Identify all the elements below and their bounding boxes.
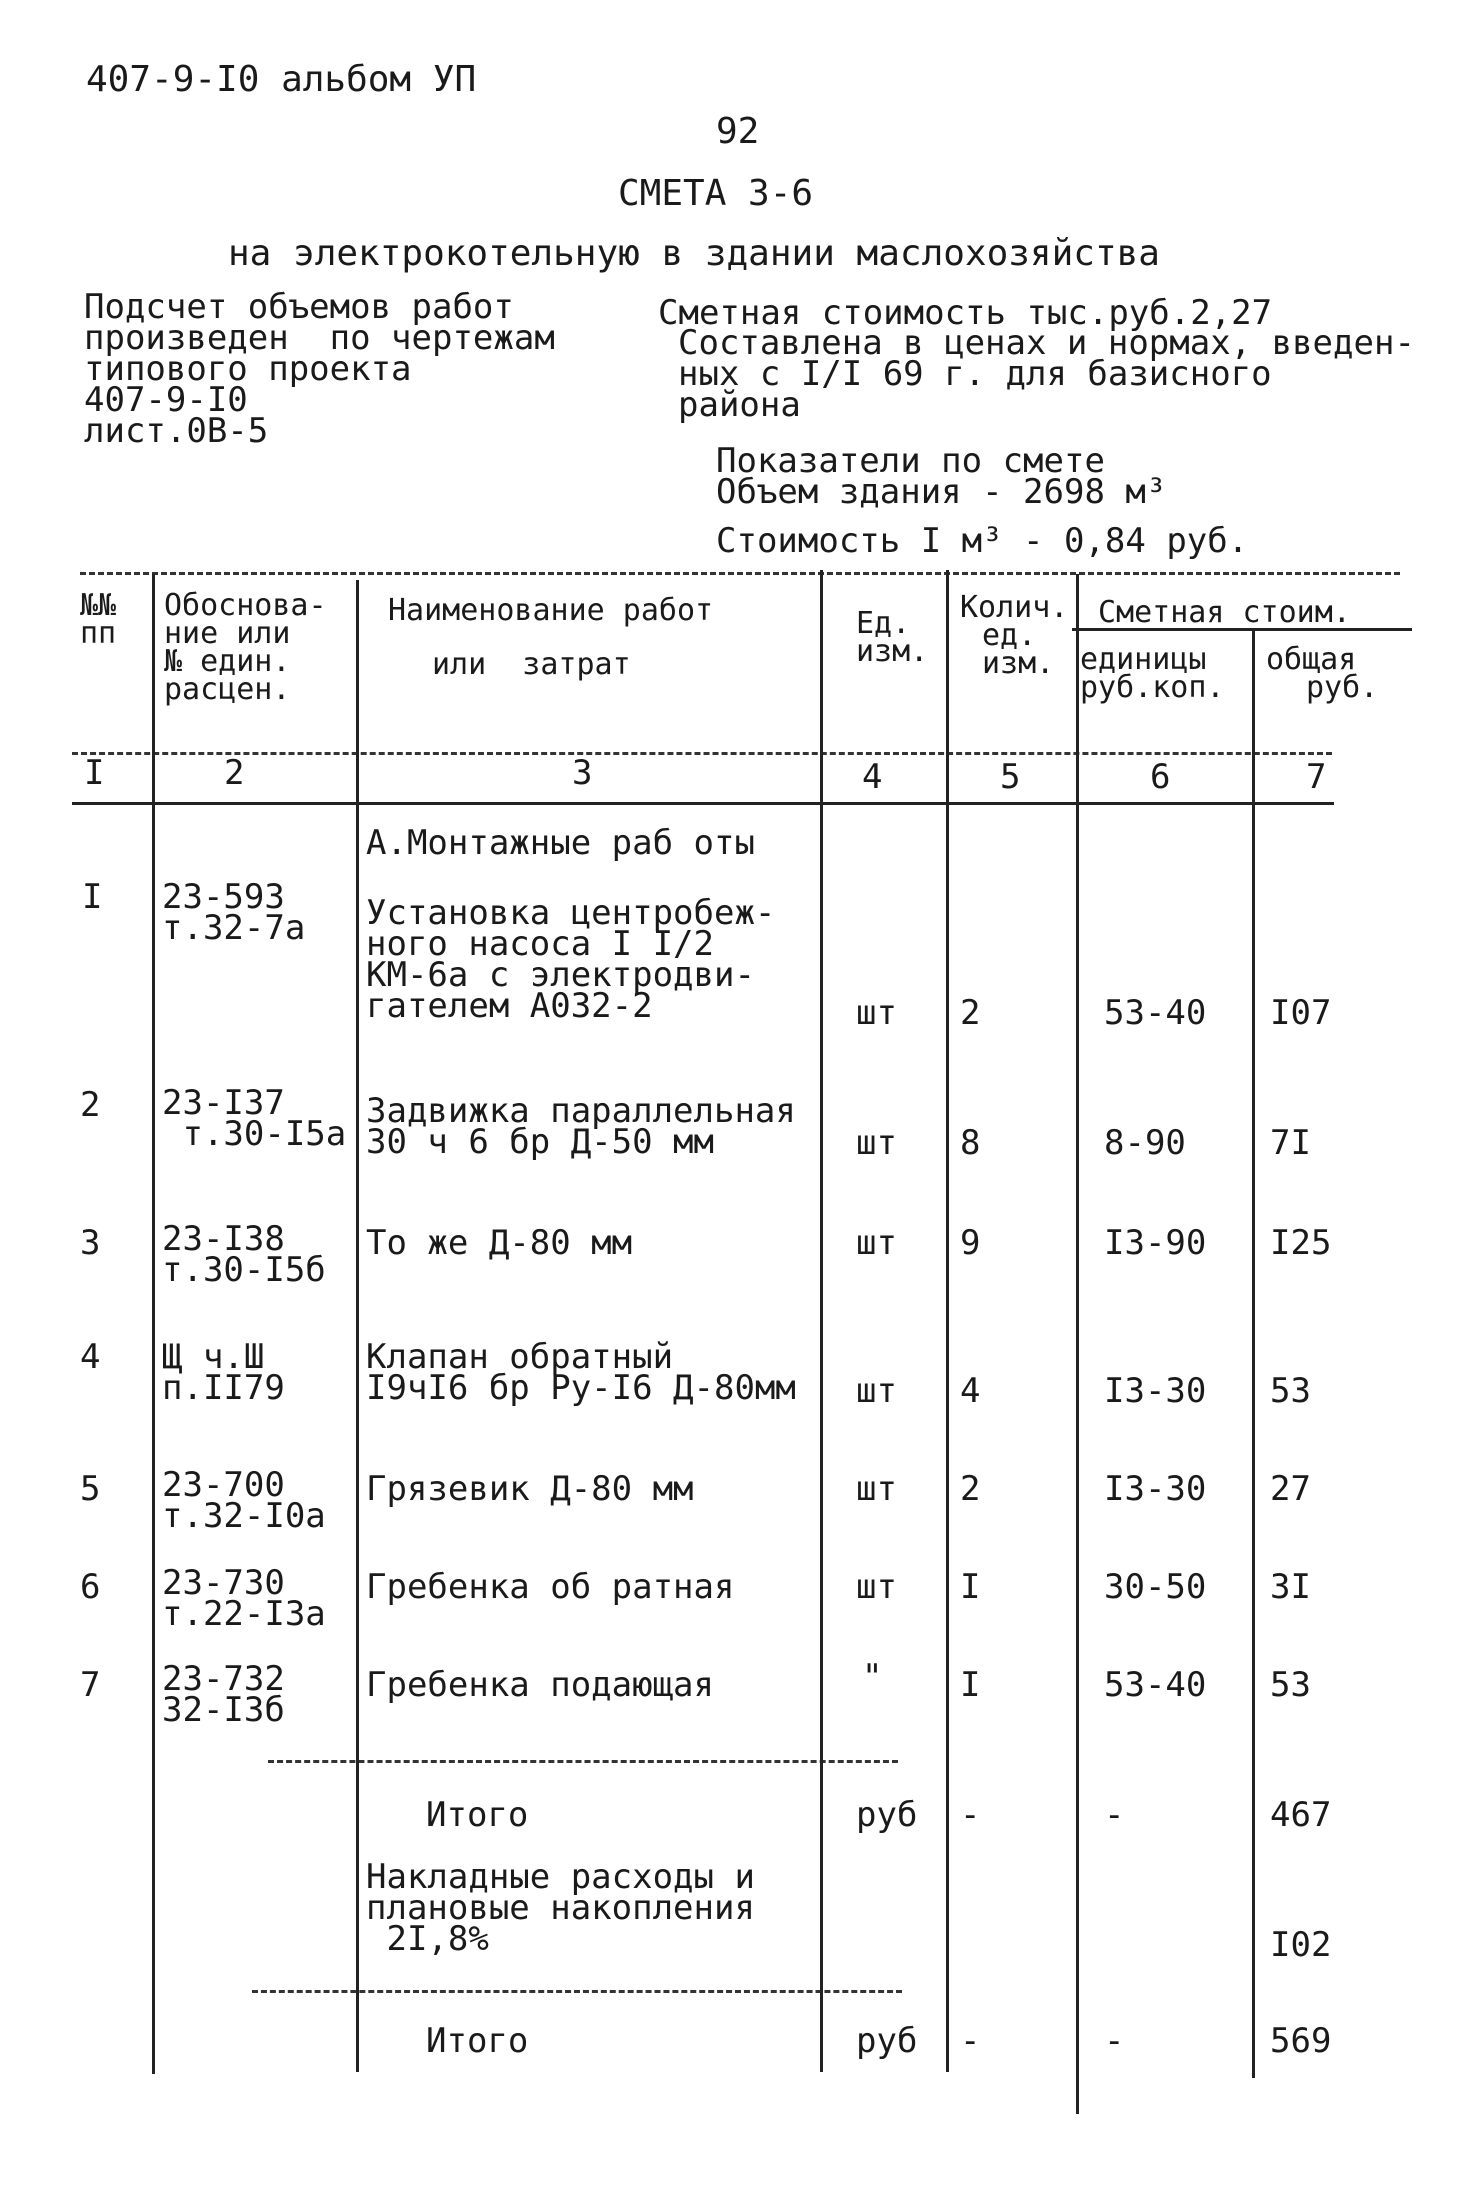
row-number: 7 [80,1665,101,1705]
total-unit: руб [856,2021,918,2061]
work-name-line: ного насоса I I/2 [366,924,714,964]
header-line: Колич. [960,590,1069,625]
row-total: 53 [1270,1665,1311,1705]
row-unit-price: 30-50 [1104,1567,1207,1607]
note-line: произведен по чертежам [84,318,555,358]
reference-line: 23-I38 [162,1219,285,1259]
overhead-total: I02 [1270,1925,1332,1965]
row-reference [162,1563,326,1634]
column-divider [820,570,823,2072]
estimate-indicators [716,441,1167,512]
row-total: 3I [1270,1567,1311,1607]
subtotal-label: Итого [426,1795,529,1835]
header-line: изм. [982,646,1055,681]
header-work-name: Наименование работ [388,593,714,628]
row-work-name [366,1091,796,1162]
header-line: единицы [1080,642,1207,677]
overhead-line: Накладные расходы и [366,1857,755,1897]
total-quantity: - [960,2021,981,2061]
row-total: I25 [1270,1223,1332,1263]
row-work-name: Грязевик Д-80 мм [366,1469,694,1509]
reference-line: 23-593 [162,877,285,917]
column-number: 2 [224,753,245,793]
header-line: руб.коп. [1080,670,1225,705]
row-unit-price: 53-40 [1104,1665,1207,1705]
total-rule [252,1990,902,1993]
row-work-name [366,893,776,1026]
subtotal-total: 467 [1270,1795,1332,1835]
header-unit-price [1080,642,1225,705]
header-line: общая [1266,642,1357,677]
work-name-line: Клапан обратный [366,1337,674,1377]
note-line: района [678,385,801,425]
row-quantity: I [960,1665,981,1705]
note-line: Составлена в ценах и нормах, введен- [678,323,1415,363]
estimated-cost: Сметная стоимость тыс.руб.2,27 [658,293,1273,333]
row-work-name: Гребенка подающая [366,1665,714,1705]
row-total: I07 [1270,993,1332,1033]
row-quantity: 2 [960,993,981,1033]
row-reference [162,1465,326,1536]
column-divider [152,574,155,2074]
work-name-line: Задвижка параллельная [366,1091,796,1131]
album-reference: 407-9-I0 альбом УП [86,59,477,100]
column-number: 4 [862,757,883,797]
row-unit: шт [856,1223,897,1263]
row-quantity: I [960,1567,981,1607]
row-unit-price: 8-90 [1104,1123,1186,1163]
reference-line: т.30-I5а [162,1114,347,1154]
subtotal-unit: руб [856,1795,918,1835]
header-line: ед. [982,618,1037,653]
reference-line: т.22-I3а [162,1594,326,1634]
header-row-number [80,588,117,651]
row-number: I [82,877,103,917]
row-quantity: 4 [960,1371,981,1411]
reference-line: 23-I37 [162,1083,285,1123]
unit-cost: Стоимость I м³ - 0,84 руб. [716,521,1249,561]
work-name-line: гателем А032-2 [366,986,653,1026]
header-line: изм. [856,634,929,669]
header-work-name: или затрат [432,647,631,682]
row-quantity: 2 [960,1469,981,1509]
header-quantity [960,590,1069,681]
total-amount: 569 [1270,2021,1332,2061]
column-number: 6 [1150,757,1171,797]
header-line: ние или [164,616,291,651]
note-line: лист.0В-5 [84,411,269,451]
column-divider [1076,574,1079,2114]
header-line: Обоснова- [164,588,327,623]
reference-line: 23-700 [162,1465,285,1505]
row-unit: шт [856,1371,897,1411]
subtotal-rule [268,1760,898,1763]
row-total: 7I [1270,1123,1311,1163]
note-line: 407-9-I0 [84,380,248,420]
overhead-line: 2I,8% [366,1919,489,1959]
work-name-line: КМ-6а с электродви- [366,955,755,995]
norms-note [678,323,1415,425]
note-line: Показатели по смете [716,441,1105,481]
header-line: пп [80,616,117,651]
document-title: СМЕТА 3-6 [618,173,814,214]
header-estimated-cost: Сметная стоим. [1098,595,1351,630]
header-total [1266,642,1379,705]
table-top-rule [80,572,1400,575]
page-number: 92 [716,111,760,152]
row-work-name: Гребенка об ратная [366,1567,735,1607]
reference-line: п.II79 [162,1368,285,1408]
reference-line: 23-730 [162,1563,285,1603]
overhead-label [366,1857,755,1959]
row-reference [162,1659,285,1730]
row-reference [162,1083,347,1154]
row-unit: шт [856,993,897,1033]
row-work-name [366,1337,796,1408]
header-line: №№ [80,588,117,623]
reference-line: 23-732 [162,1659,285,1699]
row-unit-price: I3-90 [1104,1223,1207,1263]
column-divider [946,570,949,2072]
note-line: Подсчет объемов работ [84,287,514,327]
row-number: 5 [80,1469,101,1509]
row-number: 3 [80,1223,101,1263]
note-line: ных с I/I 69 г. для базисного [678,354,1272,394]
row-unit-price: I3-30 [1104,1469,1207,1509]
header-line: Ед. [856,606,911,641]
row-reference [162,1219,326,1290]
row-number: 2 [80,1085,101,1125]
document-subtitle: на электрокотельную в здании маслохозяйства [228,233,1160,274]
header-unit [856,606,929,669]
header-line: № един. [164,644,291,679]
volume-source-note [84,287,555,451]
row-unit: " [862,1657,883,1697]
work-name-line: Установка центробеж- [366,893,776,933]
column-number: 7 [1306,757,1327,797]
header-line: руб. [1306,670,1379,705]
reference-line: 32-I3б [162,1690,285,1730]
column-number: 5 [1000,757,1021,797]
row-total: 27 [1270,1469,1311,1509]
column-divider [356,580,359,2072]
reference-line: т.32-I0а [162,1496,326,1536]
reference-line: Щ ч.Ш [162,1337,265,1377]
note-line: Объем здания - 2698 м³ [716,472,1167,512]
reference-line: т.32-7а [162,908,306,948]
total-unit-price: - [1104,2021,1125,2061]
row-quantity: 9 [960,1223,981,1263]
subtotal-quantity: - [960,1795,981,1835]
row-work-name: То же Д-80 мм [366,1223,633,1263]
row-unit-price: 53-40 [1104,993,1207,1033]
column-number: 3 [572,753,593,793]
row-unit: шт [856,1469,897,1509]
row-unit: шт [856,1567,897,1607]
column-number: I [84,753,105,793]
header-bottom-rule [72,752,1332,755]
total-label: Итого [426,2021,529,2061]
work-name-line: 30 ч 6 бр Д-50 мм [366,1122,714,1162]
work-name-line: I9чI6 бр Ру-I6 Д-80мм [366,1368,796,1408]
column-numbers-rule [72,802,1334,805]
row-reference [162,877,306,948]
row-total: 53 [1270,1371,1311,1411]
overhead-line: плановые накопления [366,1888,755,1928]
header-justification [164,588,327,707]
section-title: А.Монтажные раб оты [366,823,755,863]
row-unit: шт [856,1123,897,1163]
row-quantity: 8 [960,1123,981,1163]
header-line: расцен. [164,672,291,707]
row-number: 6 [80,1567,101,1607]
column-divider [1252,628,1255,2078]
row-unit-price: I3-30 [1104,1371,1207,1411]
row-number: 4 [80,1337,101,1377]
reference-line: т.30-I5б [162,1250,326,1290]
row-reference [162,1337,285,1408]
subtotal-unit-price: - [1104,1795,1125,1835]
note-line: типового проекта [84,349,412,389]
